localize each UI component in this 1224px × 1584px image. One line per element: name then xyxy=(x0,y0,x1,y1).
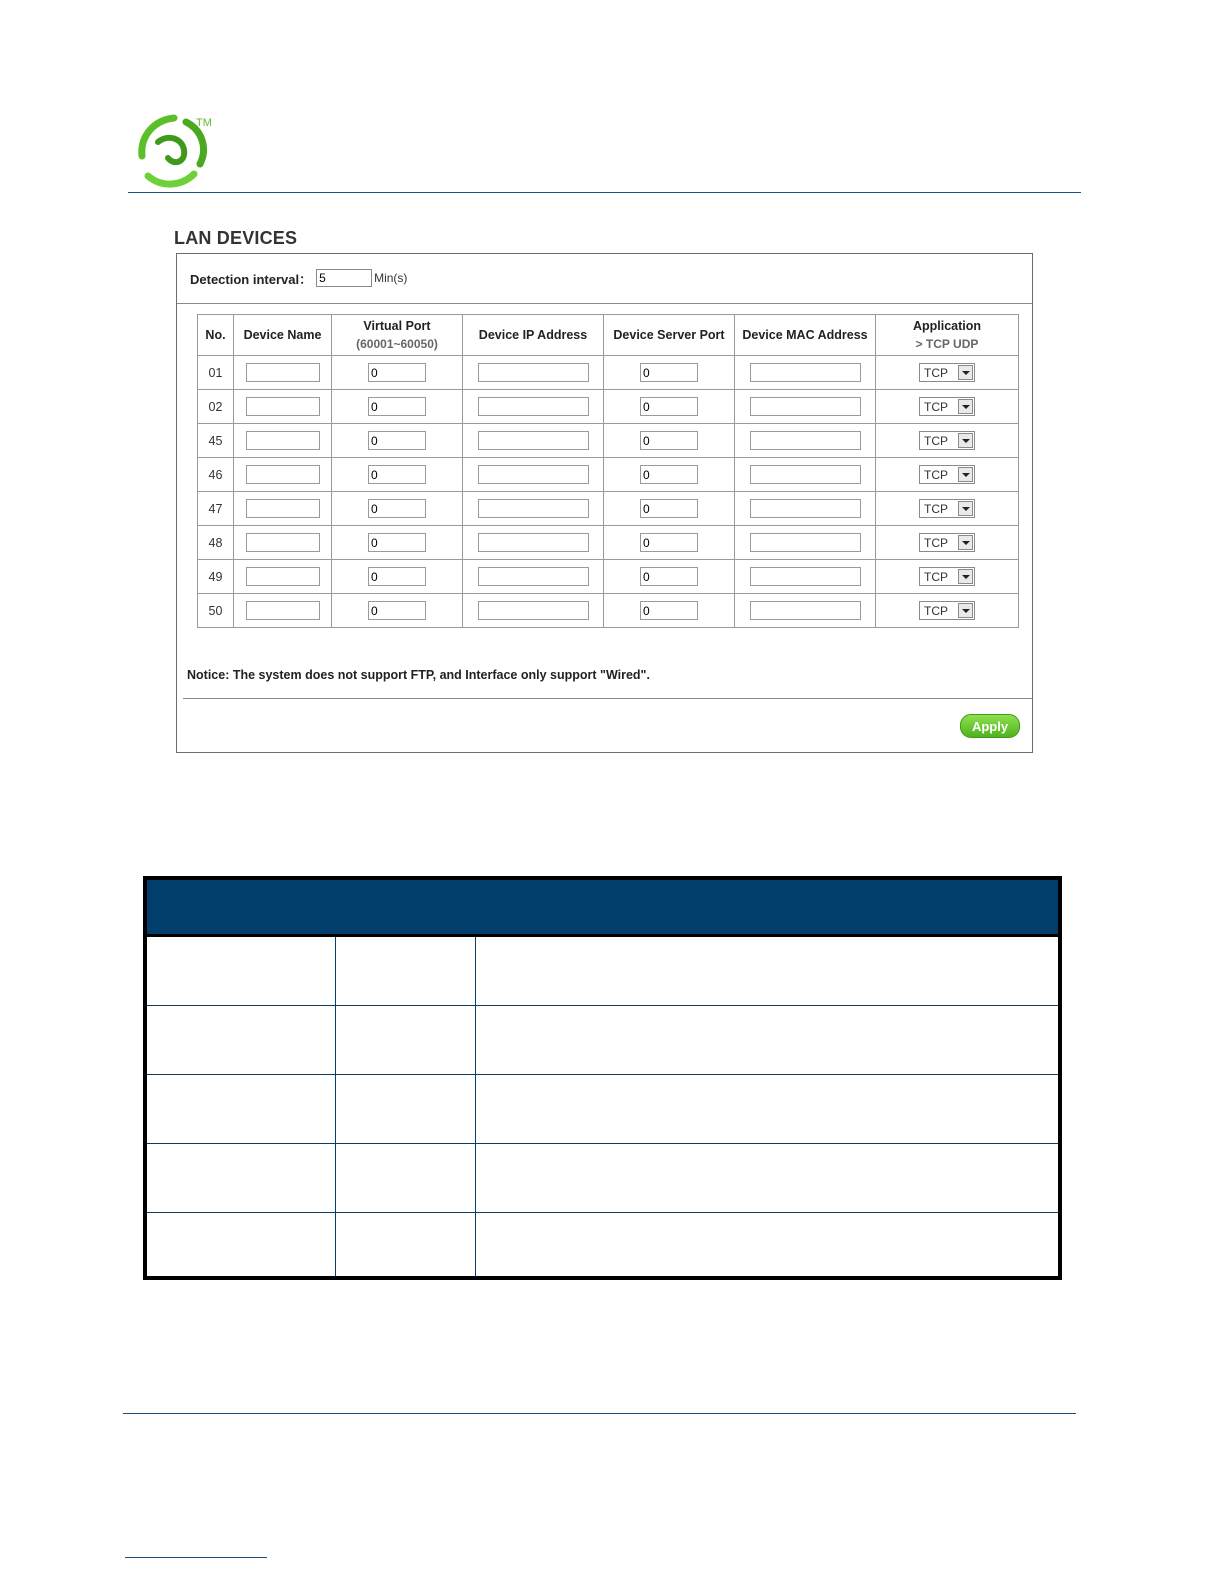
device-ip-input[interactable] xyxy=(478,465,589,484)
col-header-device-server-port: Device Server Port xyxy=(604,315,735,356)
device-name-cell xyxy=(234,594,332,628)
virtual-port-cell xyxy=(332,458,463,492)
header-divider xyxy=(128,192,1081,193)
row-number: 48 xyxy=(198,526,234,560)
divider xyxy=(183,698,1032,699)
device-name-cell xyxy=(234,526,332,560)
device-ip-cell xyxy=(463,458,604,492)
lan-devices-panel xyxy=(176,253,1033,753)
virtual-port-cell xyxy=(332,526,463,560)
document-table-header xyxy=(147,880,1058,937)
device-mac-input[interactable] xyxy=(750,499,861,518)
device-ip-input[interactable] xyxy=(478,567,589,586)
device-ip-cell xyxy=(463,526,604,560)
application-select[interactable] xyxy=(919,397,975,416)
device-ip-cell xyxy=(463,424,604,458)
detection-interval-label: Detection interval： xyxy=(190,271,313,287)
application-select[interactable] xyxy=(919,567,975,586)
col-header-device-ip: Device IP Address xyxy=(463,315,604,356)
detection-interval-row xyxy=(190,267,407,289)
table-row xyxy=(147,1144,1058,1213)
detection-interval-input[interactable] xyxy=(316,269,372,287)
table-row xyxy=(198,356,1019,390)
device-ip-cell xyxy=(463,492,604,526)
server-port-input[interactable] xyxy=(640,397,698,416)
col-header-device-mac: Device MAC Address xyxy=(735,315,876,356)
application-cell xyxy=(876,390,1019,424)
device-mac-input[interactable] xyxy=(750,465,861,484)
server-port-cell xyxy=(604,390,735,424)
server-port-input[interactable] xyxy=(640,499,698,518)
application-cell xyxy=(876,492,1019,526)
device-mac-input[interactable] xyxy=(750,431,861,450)
apply-button[interactable]: Apply xyxy=(960,714,1020,738)
application-select[interactable] xyxy=(919,431,975,450)
server-port-cell xyxy=(604,526,735,560)
device-ip-input[interactable] xyxy=(478,533,589,552)
virtual-port-input[interactable] xyxy=(368,601,426,620)
application-select[interactable] xyxy=(919,363,975,382)
device-ip-cell xyxy=(463,560,604,594)
svg-text:TM: TM xyxy=(196,117,212,129)
virtual-port-cell xyxy=(332,594,463,628)
server-port-cell xyxy=(604,458,735,492)
application-cell xyxy=(876,356,1019,390)
chevron-down-icon[interactable] xyxy=(958,569,973,584)
column-divider xyxy=(475,937,476,1276)
device-ip-input[interactable] xyxy=(478,363,589,382)
server-port-cell xyxy=(604,424,735,458)
device-mac-cell xyxy=(735,492,876,526)
page-title: LAN DEVICES xyxy=(174,228,298,248)
col-header-application xyxy=(876,315,1019,356)
device-mac-cell xyxy=(735,594,876,628)
notice-text: Notice: The system does not support FTP, and Interface only support "Wired". xyxy=(187,668,650,682)
row-number: 02 xyxy=(198,390,234,424)
application-cell xyxy=(876,594,1019,628)
device-mac-cell xyxy=(735,458,876,492)
device-name-input[interactable] xyxy=(246,567,320,586)
table-row xyxy=(147,1213,1058,1282)
application-select[interactable] xyxy=(919,499,975,518)
device-name-input[interactable] xyxy=(246,363,320,382)
device-name-input[interactable] xyxy=(246,397,320,416)
application-cell xyxy=(876,458,1019,492)
server-port-cell xyxy=(604,594,735,628)
table-row xyxy=(198,492,1019,526)
table-row xyxy=(198,526,1019,560)
device-ip-input[interactable] xyxy=(478,431,589,450)
device-ip-input[interactable] xyxy=(478,601,589,620)
application-select-value: TCP xyxy=(924,433,948,448)
virtual-port-input[interactable] xyxy=(368,567,426,586)
virtual-port-cell xyxy=(332,390,463,424)
device-ip-input[interactable] xyxy=(478,499,589,518)
document-table xyxy=(143,876,1062,1280)
table-row xyxy=(198,390,1019,424)
application-select-value: TCP xyxy=(924,535,948,550)
server-port-cell xyxy=(604,492,735,526)
chevron-down-icon[interactable] xyxy=(958,467,973,482)
virtual-port-cell xyxy=(332,424,463,458)
virtual-port-input[interactable] xyxy=(368,431,426,450)
row-number: 47 xyxy=(198,492,234,526)
chevron-down-icon[interactable] xyxy=(958,501,973,516)
chevron-down-icon[interactable] xyxy=(958,433,973,448)
table-row xyxy=(147,937,1058,1006)
device-ip-input[interactable] xyxy=(478,397,589,416)
table-row xyxy=(147,1075,1058,1144)
device-name-input[interactable] xyxy=(246,601,320,620)
row-number: 50 xyxy=(198,594,234,628)
device-mac-input[interactable] xyxy=(750,567,861,586)
row-number: 01 xyxy=(198,356,234,390)
device-ip-cell xyxy=(463,390,604,424)
table-row xyxy=(198,560,1019,594)
server-port-input[interactable] xyxy=(640,363,698,382)
application-cell xyxy=(876,560,1019,594)
application-cell xyxy=(876,526,1019,560)
virtual-port-cell xyxy=(332,356,463,390)
device-name-input[interactable] xyxy=(246,499,320,518)
application-select-value: TCP xyxy=(924,501,948,516)
virtual-port-title: Virtual Port xyxy=(363,319,431,333)
server-port-cell xyxy=(604,560,735,594)
application-select-value: TCP xyxy=(924,365,948,380)
application-select-value: TCP xyxy=(924,569,948,584)
device-mac-cell xyxy=(735,424,876,458)
application-select-value: TCP xyxy=(924,603,948,618)
virtual-port-cell xyxy=(332,492,463,526)
chevron-down-icon[interactable] xyxy=(958,365,973,380)
chevron-down-icon[interactable] xyxy=(958,535,973,550)
application-select[interactable] xyxy=(919,601,975,620)
row-number: 46 xyxy=(198,458,234,492)
device-name-input[interactable] xyxy=(246,533,320,552)
server-port-input[interactable] xyxy=(640,601,698,620)
row-number: 49 xyxy=(198,560,234,594)
device-name-input[interactable] xyxy=(246,465,320,484)
device-name-cell xyxy=(234,560,332,594)
col-header-device-name: Device Name xyxy=(234,315,332,356)
virtual-port-cell xyxy=(332,560,463,594)
virtual-port-range: (60001~60050) xyxy=(356,337,438,351)
table-row xyxy=(198,424,1019,458)
table-row xyxy=(198,458,1019,492)
table-row xyxy=(198,594,1019,628)
application-select[interactable] xyxy=(919,465,975,484)
row-number: 45 xyxy=(198,424,234,458)
application-select[interactable] xyxy=(919,533,975,552)
application-select-value: TCP xyxy=(924,399,948,414)
lan-devices-table xyxy=(197,314,1019,628)
server-port-input[interactable] xyxy=(640,567,698,586)
application-options: > TCP UDP xyxy=(915,337,979,351)
device-name-cell xyxy=(234,424,332,458)
device-mac-cell xyxy=(735,356,876,390)
device-ip-cell xyxy=(463,594,604,628)
device-mac-input[interactable] xyxy=(750,533,861,552)
device-mac-cell xyxy=(735,390,876,424)
table-row xyxy=(147,1006,1058,1075)
application-select-value: TCP xyxy=(924,467,948,482)
virtual-port-input[interactable] xyxy=(368,465,426,484)
detection-interval-unit: Min(s) xyxy=(374,271,408,285)
footnote-divider xyxy=(125,1557,267,1558)
server-port-input[interactable] xyxy=(640,533,698,552)
application-cell xyxy=(876,424,1019,458)
virtual-port-input[interactable] xyxy=(368,499,426,518)
table-header-row xyxy=(198,315,1019,356)
virtual-port-input[interactable] xyxy=(368,533,426,552)
col-header-virtual-port xyxy=(332,315,463,356)
device-name-input[interactable] xyxy=(246,431,320,450)
chevron-down-icon[interactable] xyxy=(958,603,973,618)
device-name-cell xyxy=(234,458,332,492)
device-name-cell xyxy=(234,356,332,390)
server-port-input[interactable] xyxy=(640,465,698,484)
device-name-cell xyxy=(234,390,332,424)
server-port-cell xyxy=(604,356,735,390)
device-name-cell xyxy=(234,492,332,526)
divider xyxy=(177,303,1032,304)
device-mac-cell xyxy=(735,526,876,560)
virtual-port-input[interactable] xyxy=(368,363,426,382)
device-mac-input[interactable] xyxy=(750,601,861,620)
column-divider xyxy=(335,937,336,1276)
device-mac-input[interactable] xyxy=(750,363,861,382)
virtual-port-input[interactable] xyxy=(368,397,426,416)
device-mac-input[interactable] xyxy=(750,397,861,416)
device-ip-cell xyxy=(463,356,604,390)
col-header-no: No. xyxy=(198,315,234,356)
device-mac-cell xyxy=(735,560,876,594)
server-port-input[interactable] xyxy=(640,431,698,450)
application-title: Application xyxy=(912,319,982,333)
footer-divider xyxy=(123,1413,1076,1414)
swirl-logo-icon xyxy=(128,112,224,192)
chevron-down-icon[interactable] xyxy=(958,399,973,414)
